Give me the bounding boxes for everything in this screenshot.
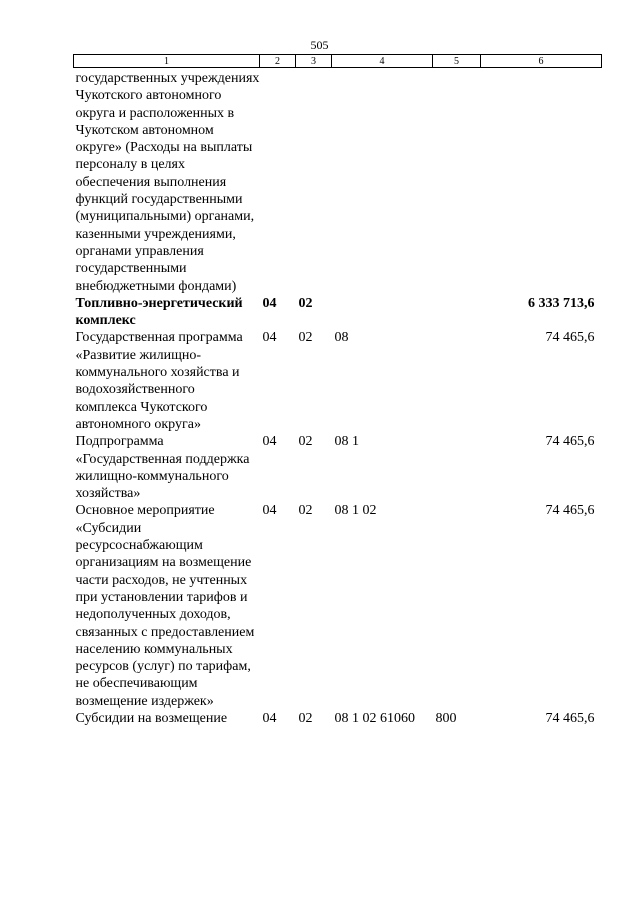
row-amount: 6 333 713,6	[528, 295, 595, 311]
row-section	[260, 68, 296, 295]
row-name: Подпрограмма «Государственная поддержка жилищно-коммунального хозяйства»	[75, 434, 250, 502]
row-subsection: 02	[298, 434, 313, 450]
table-row	[74, 502, 602, 710]
row-section: 04	[262, 330, 277, 346]
row-name: Основное мероприятие «Субсидии ресурсоснабжающим организациям на возмещение части расходов, не учтенных при установлении тарифов и недополученных доходов, связанных с предоставлением населению коммунальных ресурсов (услуг) по тарифам, не обеспечивающим возмещение издержек»	[75, 503, 255, 709]
budget-table	[73, 54, 602, 727]
row-target: 08 1 02	[334, 503, 377, 519]
row-target	[332, 295, 433, 330]
row-section: 04	[262, 295, 277, 311]
row-section: 04	[262, 503, 277, 519]
row-target	[332, 68, 433, 295]
table-row	[74, 68, 602, 295]
column-header-3: 3	[296, 55, 332, 68]
row-subsection: 02	[298, 503, 313, 519]
row-name: государственных учреждениях Чукотского автономного округа и расположенных в Чукотском автономном округе» (Расходы на выплаты персоналу в целях обеспечения выполнения функций государственными (муниципальными) органами, казенными учреждениями, органами управления государственными внебюджетными фондами)	[75, 71, 260, 294]
row-target: 08 1	[334, 434, 359, 450]
header-row	[74, 55, 602, 68]
row-type	[433, 68, 481, 295]
row-name: Субсидии на возмещение	[75, 710, 228, 726]
row-amount	[481, 68, 602, 295]
row-amount: 74 465,6	[545, 330, 595, 346]
row-subsection: 02	[298, 295, 313, 311]
row-type	[433, 329, 481, 433]
table-row	[74, 433, 602, 502]
row-type	[433, 502, 481, 710]
row-subsection	[296, 68, 332, 295]
row-type: 800	[435, 710, 457, 726]
row-target: 08 1 02 61060	[334, 710, 415, 726]
row-type	[433, 295, 481, 330]
row-name: Топливно-энергетический комплекс	[75, 295, 243, 329]
row-subsection: 02	[298, 330, 313, 346]
column-header-5: 5	[433, 55, 481, 68]
row-section: 04	[262, 710, 277, 726]
table-row	[74, 710, 602, 727]
column-header-1: 1	[74, 55, 260, 68]
row-target: 08	[334, 330, 349, 346]
table-row	[74, 329, 602, 433]
row-amount: 74 465,6	[545, 434, 595, 450]
table-header	[74, 55, 602, 68]
column-header-6: 6	[481, 55, 602, 68]
table-body	[74, 68, 602, 728]
table-row	[74, 295, 602, 330]
row-amount: 74 465,6	[545, 710, 595, 726]
row-section: 04	[262, 434, 277, 450]
row-type	[433, 433, 481, 502]
page-number: 505	[310, 38, 329, 52]
row-amount: 74 465,6	[545, 503, 595, 519]
column-header-4: 4	[332, 55, 433, 68]
column-header-2: 2	[260, 55, 296, 68]
row-name: Государственная программа «Развитие жилищно-коммунального хозяйства и водохозяйственного комплекса Чукотского автономного округа»	[75, 330, 243, 432]
row-subsection: 02	[298, 710, 313, 726]
